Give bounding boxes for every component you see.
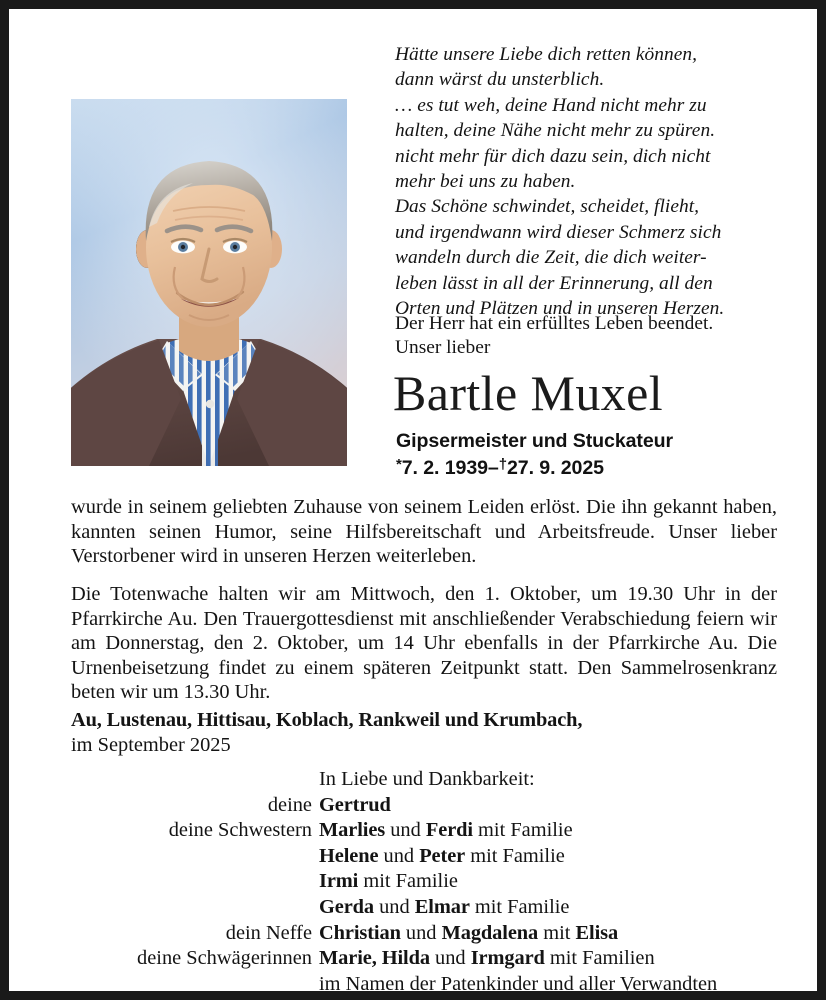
obituary-paragraph-2: Die Totenwache halten wir am Mittwoch, den 1. Oktober, um 19.30 Uhr in der Pfarrkirche Au. Den Trauergottesdienst mit anschließender Verabschiedung feiern wir am Donnerstag, den 2. Oktober, um 14 Uhr ebenfalls in der Pfarrkirche Au. Die Urnenbeisetzung findet zu einem späteren Zeitpunkt statt. Den Sammelrosenkranz beten wir um 13.30 Uhr. [71, 583, 777, 704]
family-name: Irmi [319, 870, 359, 893]
family-name: Marlies [319, 819, 386, 842]
date-separator: – [487, 457, 499, 479]
places-block [71, 708, 777, 757]
lead-line-1: Der Herr hat ein erfülltes Leben beendet. [395, 313, 714, 334]
family-connector: mit [538, 921, 576, 944]
family-connector: und [378, 844, 420, 867]
places-list: Au, Lustenau, Hittisau, Koblach, Rankweil und Krumbach, [71, 709, 583, 731]
poem-line-2: … es tut weh, deine Hand nicht mehr zu [395, 94, 707, 116]
family-row [71, 946, 777, 972]
family-names [319, 895, 777, 921]
death-symbol: † [498, 456, 507, 473]
family-row [71, 972, 777, 998]
family-connector: und [374, 895, 415, 918]
notice-date: im September 2025 [71, 733, 231, 756]
top-block [9, 9, 817, 479]
lead-text [395, 312, 795, 360]
family-name: Gertrud [319, 793, 391, 816]
family-names [319, 946, 777, 972]
family-connector: und [400, 921, 442, 944]
family-relation: dein Neffe [225, 921, 312, 944]
birth-date: 7. 2. 1939 [401, 457, 488, 479]
poem-line-7: und irgendwann wird dieser Schmerz sich [395, 221, 722, 243]
family-name: Elmar [414, 895, 470, 918]
family-row [71, 793, 777, 819]
deceased-name: Bartle Muxel [393, 365, 664, 421]
family-name: Christian [319, 921, 401, 944]
lead-line-2: Unser lieber [395, 337, 491, 358]
family-connector: mit Familien [544, 947, 655, 970]
family-name: Gerda [319, 895, 374, 918]
family-name: Helene [319, 844, 379, 867]
family-connector: mit Familie [472, 819, 573, 842]
obituary-paragraph-1: wurde in seinem geliebten Zuhause von seinem Leiden erlöst. Die ihn gekannt haben, kannten seinen Humor, seine Hilfsbereitschaft und Arbeitsfreude. Unser lieber Verstorbener wird in unseren Herzen weiterleben. [71, 496, 777, 568]
family-name: Marie, Hilda [319, 947, 430, 970]
poem-line-1: dann wärst du unsterblich. [395, 69, 605, 91]
poem-text [395, 42, 785, 321]
poem-line-0: Hätte unsere Liebe dich retten können, [395, 44, 698, 65]
family-names [319, 818, 777, 844]
family-names [319, 972, 777, 998]
family-row [71, 844, 777, 870]
family-row [71, 921, 777, 947]
portrait-photo [71, 99, 347, 466]
family-name: Elisa [575, 921, 619, 944]
family-row [71, 869, 777, 895]
birth-symbol: * [396, 456, 402, 473]
family-connector: im Namen der Patenkinder und aller Verwandten [319, 972, 718, 995]
notice-inner [9, 9, 817, 995]
family-relation: deine Schwägerinnen [137, 947, 312, 970]
family-connector: mit Familie [465, 844, 565, 867]
family-names [319, 793, 777, 819]
family-connector: mit Familie [358, 870, 458, 893]
family-list [71, 767, 777, 997]
poem-line-9: leben lässt in all der Erinnerung, all den [395, 272, 713, 294]
family-name: Peter [419, 844, 466, 867]
family-name: Magdalena [441, 921, 539, 944]
poem-line-3: halten, deine Nähe nicht mehr zu spüren. [395, 120, 716, 142]
poem-line-8: wandeln durch die Zeit, die dich weiter- [395, 247, 707, 269]
poem-line-6: Das Schöne schwindet, scheidet, flieht, [395, 196, 700, 218]
family-connector: und [385, 819, 426, 842]
family-connector: und [429, 947, 471, 970]
family-names [319, 869, 777, 895]
family-name: Ferdi [425, 819, 473, 842]
poem-line-5: mehr bei uns zu haben. [395, 171, 576, 193]
death-date: 27. 9. 2025 [506, 457, 604, 479]
family-row [71, 895, 777, 921]
poem-line-4: nicht mehr für dich dazu sein, dich nicht [395, 145, 711, 167]
family-connector: mit Familie [469, 895, 570, 918]
deceased-dates [396, 453, 604, 480]
family-relation: deine Schwestern [168, 819, 312, 842]
family-row [71, 818, 777, 844]
family-heading: In Liebe und Dankbarkeit: [319, 768, 535, 790]
family-rows [71, 793, 777, 998]
deceased-profession: Gipsermeister und Stuckateur [396, 430, 674, 452]
family-names [319, 921, 777, 947]
poem-line-10: Orten und Plätzen und in unseren Herzen. [395, 298, 725, 320]
family-names [319, 844, 777, 870]
portrait-illustration [71, 99, 347, 466]
family-relation: deine [267, 793, 312, 816]
family-name: Irmgard [470, 947, 545, 970]
